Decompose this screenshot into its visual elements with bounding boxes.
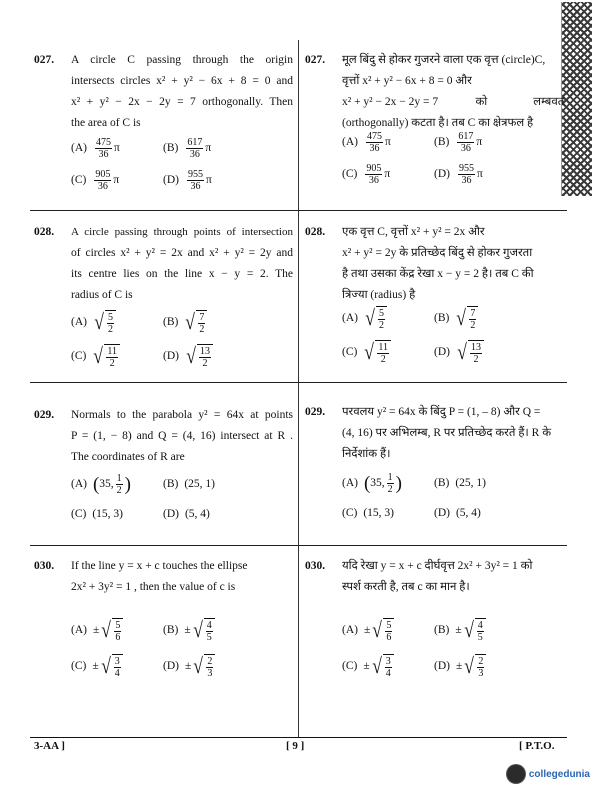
question-text: The coordinates of R are [71, 451, 185, 463]
option-c[interactable]: (C) √ $\frac{11}{2}$ [342, 338, 391, 366]
option-d[interactable]: (D) $\frac{955}{36}$ π [434, 162, 483, 186]
column-divider [298, 40, 299, 738]
option-b[interactable]: (B) ± √ $\frac{4}{5}$ [434, 616, 486, 644]
option-c[interactable]: (C) $\frac{905}{36}$ π [342, 162, 391, 186]
question-text: (orthogonally) कटता है। तब C का क्षेत्रफल है [342, 117, 534, 129]
page-number: [ 9 ] [286, 740, 305, 752]
question-text: If the line y = x + c touches the ellipse [71, 560, 248, 572]
question-number: 030. [34, 560, 55, 572]
option-a[interactable]: (A) √ $\frac{5}{2}$ [71, 308, 116, 336]
question-number: 028. [305, 226, 326, 238]
option-a[interactable]: (A) ± √ $\frac{5}{6}$ [71, 616, 123, 644]
question-number: 029. [34, 409, 55, 421]
option-b[interactable]: (B) (25, 1) [434, 476, 487, 489]
option-b[interactable]: (B) ± √ $\frac{4}{5}$ [163, 616, 215, 644]
footer-rule [30, 737, 567, 738]
question-text: है तथा उसका केंद्र रेखा x − y = 2 है। तब C की [342, 268, 534, 280]
footer-code: 3-AA ] [34, 740, 65, 752]
question-text: radius of C is [71, 289, 133, 301]
option-c[interactable]: (C) (15, 3) [342, 506, 395, 519]
option-a[interactable]: (A) ± √ $\frac{5}{6}$ [342, 616, 394, 644]
question-number: 030. [305, 560, 326, 572]
question-number: 028. [34, 226, 55, 238]
option-c[interactable]: (C) (15, 3) [71, 507, 124, 520]
option-b[interactable]: (B) (25, 1) [163, 477, 216, 490]
question-text: त्रिज्या (radius) है [342, 289, 416, 301]
option-d[interactable]: (D) (5, 4) [163, 507, 210, 520]
option-c[interactable]: (C) ± √ $\frac{3}{4}$ [71, 652, 123, 680]
question-text: एक वृत्त C, वृत्तों x² + y² = 2x और [342, 226, 485, 238]
question-text: (4, 16) पर अभिलम्ब, R पर प्रतिच्छेद करते हैं। R के [342, 427, 552, 439]
option-d[interactable]: (D) ± √ $\frac{2}{3}$ [163, 652, 215, 680]
section-divider [30, 210, 567, 211]
option-d[interactable]: (D) (5, 4) [434, 506, 481, 519]
option-a[interactable]: (A) √ $\frac{5}{2}$ [342, 304, 387, 332]
option-d[interactable]: (D) √ $\frac{13}{2}$ [434, 338, 484, 366]
question-text: of circles x² + y² = 2x and x² + y² = 2y and [71, 247, 293, 259]
question-text: मूल बिंदु से होकर गुजरने वाला एक वृत्त (circle)C, [342, 54, 546, 66]
question-text: x² + y² = 2y के प्रतिच्छेद बिंदु से होकर गुजरता [342, 247, 533, 259]
collegedunia-logo [506, 761, 590, 787]
question-text: परवलय y² = 64x के बिंदु P = (1, – 8) और Q = [342, 406, 541, 418]
question-text: intersects circles x² + y² − 6x + 8 = 0 and [71, 75, 293, 87]
question-text: P = (1, − 8) and Q = (4, 16) intersect at R . [71, 430, 293, 442]
question-text: x² + y² − 2x − 2y = 7 orthogonally. Then [71, 96, 293, 108]
logo-text: collegedunia [528, 768, 590, 780]
question-number: 027. [305, 54, 326, 66]
option-c[interactable]: (C) ± √ $\frac{3}{4}$ [342, 652, 394, 680]
question-text: निर्देशांक हैं। [342, 448, 391, 460]
question-text: its centre lies on the line x − y = 2. The [71, 268, 293, 280]
question-text: the area of C is [71, 117, 141, 129]
option-b[interactable]: (B) √ $\frac{7}{2}$ [434, 304, 478, 332]
question-text: यदि रेखा y = x + c दीर्घवृत्त 2x² + 3y² = 1 को [342, 560, 533, 572]
option-b[interactable]: (B) $\frac{617}{36}$ π [163, 136, 212, 160]
section-divider [30, 382, 567, 383]
question-text: A circle passing through points of intersection [71, 226, 293, 238]
question-text: वृत्तों x² + y² − 6x + 8 = 0 और [342, 75, 472, 87]
pto-label: [ P.T.O. [519, 740, 555, 752]
option-c[interactable]: (C) √ $\frac{11}{2}$ [71, 342, 120, 370]
option-d[interactable]: (D) ± √ $\frac{2}{3}$ [434, 652, 486, 680]
option-a[interactable]: (A) ( 35, $\frac{1}{2}$ ) [71, 472, 131, 496]
question-text: स्पर्श करती है, तब c का मान है। [342, 581, 470, 593]
option-b[interactable]: (B) $\frac{617}{36}$ π [434, 130, 483, 154]
question-text: Normals to the parabola y² = 64x at points [71, 409, 293, 421]
question-text: 2x² + 3y² = 1 , then the value of c is [71, 581, 236, 593]
option-d[interactable]: (D) √ $\frac{13}{2}$ [163, 342, 213, 370]
question-text: A circle C passing through the origin [71, 54, 293, 66]
question-text: x² + y² − 2x − 2y = 7 को लम्बवत [342, 96, 565, 108]
question-number: 029. [305, 406, 326, 418]
option-d[interactable]: (D) $\frac{955}{36}$ π [163, 168, 212, 192]
question-number: 027. [34, 54, 55, 66]
option-a[interactable]: (A) $\frac{475}{36}$ π [71, 136, 120, 160]
section-divider [30, 545, 567, 546]
option-a[interactable]: (A) $\frac{475}{36}$ π [342, 130, 391, 154]
option-c[interactable]: (C) $\frac{905}{36}$ π [71, 168, 120, 192]
option-a[interactable]: (A) ( 35, $\frac{1}{2}$ ) [342, 471, 402, 495]
decorative-pattern [561, 2, 592, 196]
mascot-icon [506, 764, 526, 784]
option-b[interactable]: (B) √ $\frac{7}{2}$ [163, 308, 207, 336]
